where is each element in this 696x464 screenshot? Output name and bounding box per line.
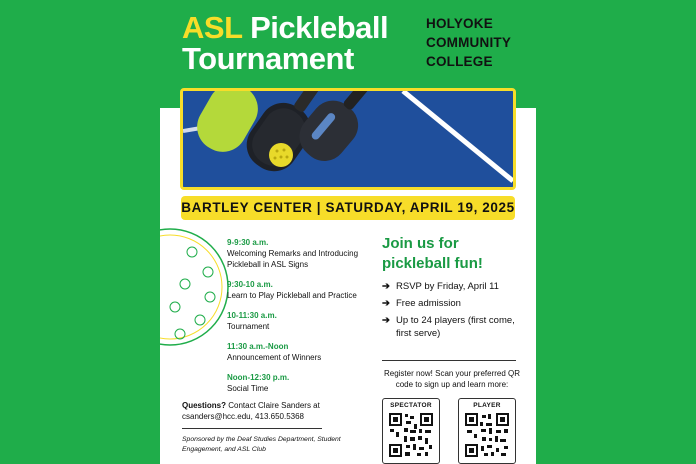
arrow-right-icon: ➔	[382, 281, 390, 292]
details-list	[382, 280, 532, 344]
qr-code-icon[interactable]	[388, 412, 434, 458]
schedule-item	[227, 311, 377, 332]
schedule-item	[227, 238, 377, 270]
questions-label: Questions?	[182, 401, 227, 410]
divider	[382, 360, 516, 361]
list-item	[382, 297, 532, 310]
schedule-list	[227, 238, 377, 404]
list-item-text: RSVP by Friday, April 11	[396, 281, 499, 292]
list-item	[382, 314, 532, 340]
list-item-text: Up to 24 players (first come, first serve)	[396, 315, 515, 339]
schedule-time: 9-9:30 a.m.	[227, 238, 269, 247]
list-item	[382, 280, 532, 293]
qr-label: SPECTATOR	[390, 402, 432, 409]
logo-line1: HOLYOKE	[426, 16, 493, 31]
divider	[182, 428, 322, 429]
qr-label: PLAYER	[473, 402, 501, 409]
schedule-time: 9:30-10 a.m.	[227, 280, 273, 289]
schedule-item	[227, 280, 377, 301]
contact-text: Contact Claire Sanders at csanders@hcc.edu, 413.650.5368	[182, 401, 320, 421]
event-flyer	[160, 0, 536, 464]
schedule-desc: Learn to Play Pickleball and Practice	[227, 291, 357, 300]
schedule-desc: Social Time	[227, 384, 269, 393]
schedule-desc: Tournament	[227, 322, 270, 331]
schedule-item	[227, 373, 377, 394]
qr-spectator[interactable]	[382, 398, 440, 464]
schedule-desc: Announcement of Winners	[227, 353, 322, 362]
contact-info	[182, 400, 372, 422]
flyer-title	[182, 12, 388, 74]
arrow-right-icon: ➔	[382, 298, 390, 309]
title-line2: Tournament	[182, 41, 354, 76]
arrow-right-icon: ➔	[382, 315, 390, 326]
location-date-banner: BARTLEY CENTER | SATURDAY, APRIL 19, 2025	[181, 196, 515, 220]
schedule-desc: Welcoming Remarks and Introducing Pickleball in ASL Signs	[227, 249, 359, 269]
logo-line3: COLLEGE	[426, 54, 493, 69]
qr-player[interactable]	[458, 398, 516, 464]
logo-line2: COMMUNITY	[426, 35, 512, 50]
title-highlight: ASL	[182, 10, 242, 45]
schedule-time: Noon-12:30 p.m.	[227, 373, 290, 382]
pickleball-photo	[180, 88, 516, 190]
qr-code-icon[interactable]	[464, 412, 510, 458]
schedule-time: 11:30 a.m.-Noon	[227, 342, 289, 351]
title-line1: Pickleball	[241, 10, 389, 45]
sponsor-note: Sponsored by the Deaf Studies Department, Student Engagement, and ASL Club	[182, 436, 341, 453]
list-item-text: Free admission	[396, 298, 461, 309]
register-text: Register now! Scan your preferred QR code to sign up and learn more:	[383, 369, 521, 389]
schedule-item	[227, 342, 377, 363]
join-heading	[382, 234, 532, 274]
join-line2: pickleball fun!	[382, 255, 483, 272]
join-line1: Join us for	[382, 235, 459, 252]
schedule-time: 10-11:30 a.m.	[227, 311, 277, 320]
college-logo	[426, 14, 511, 71]
